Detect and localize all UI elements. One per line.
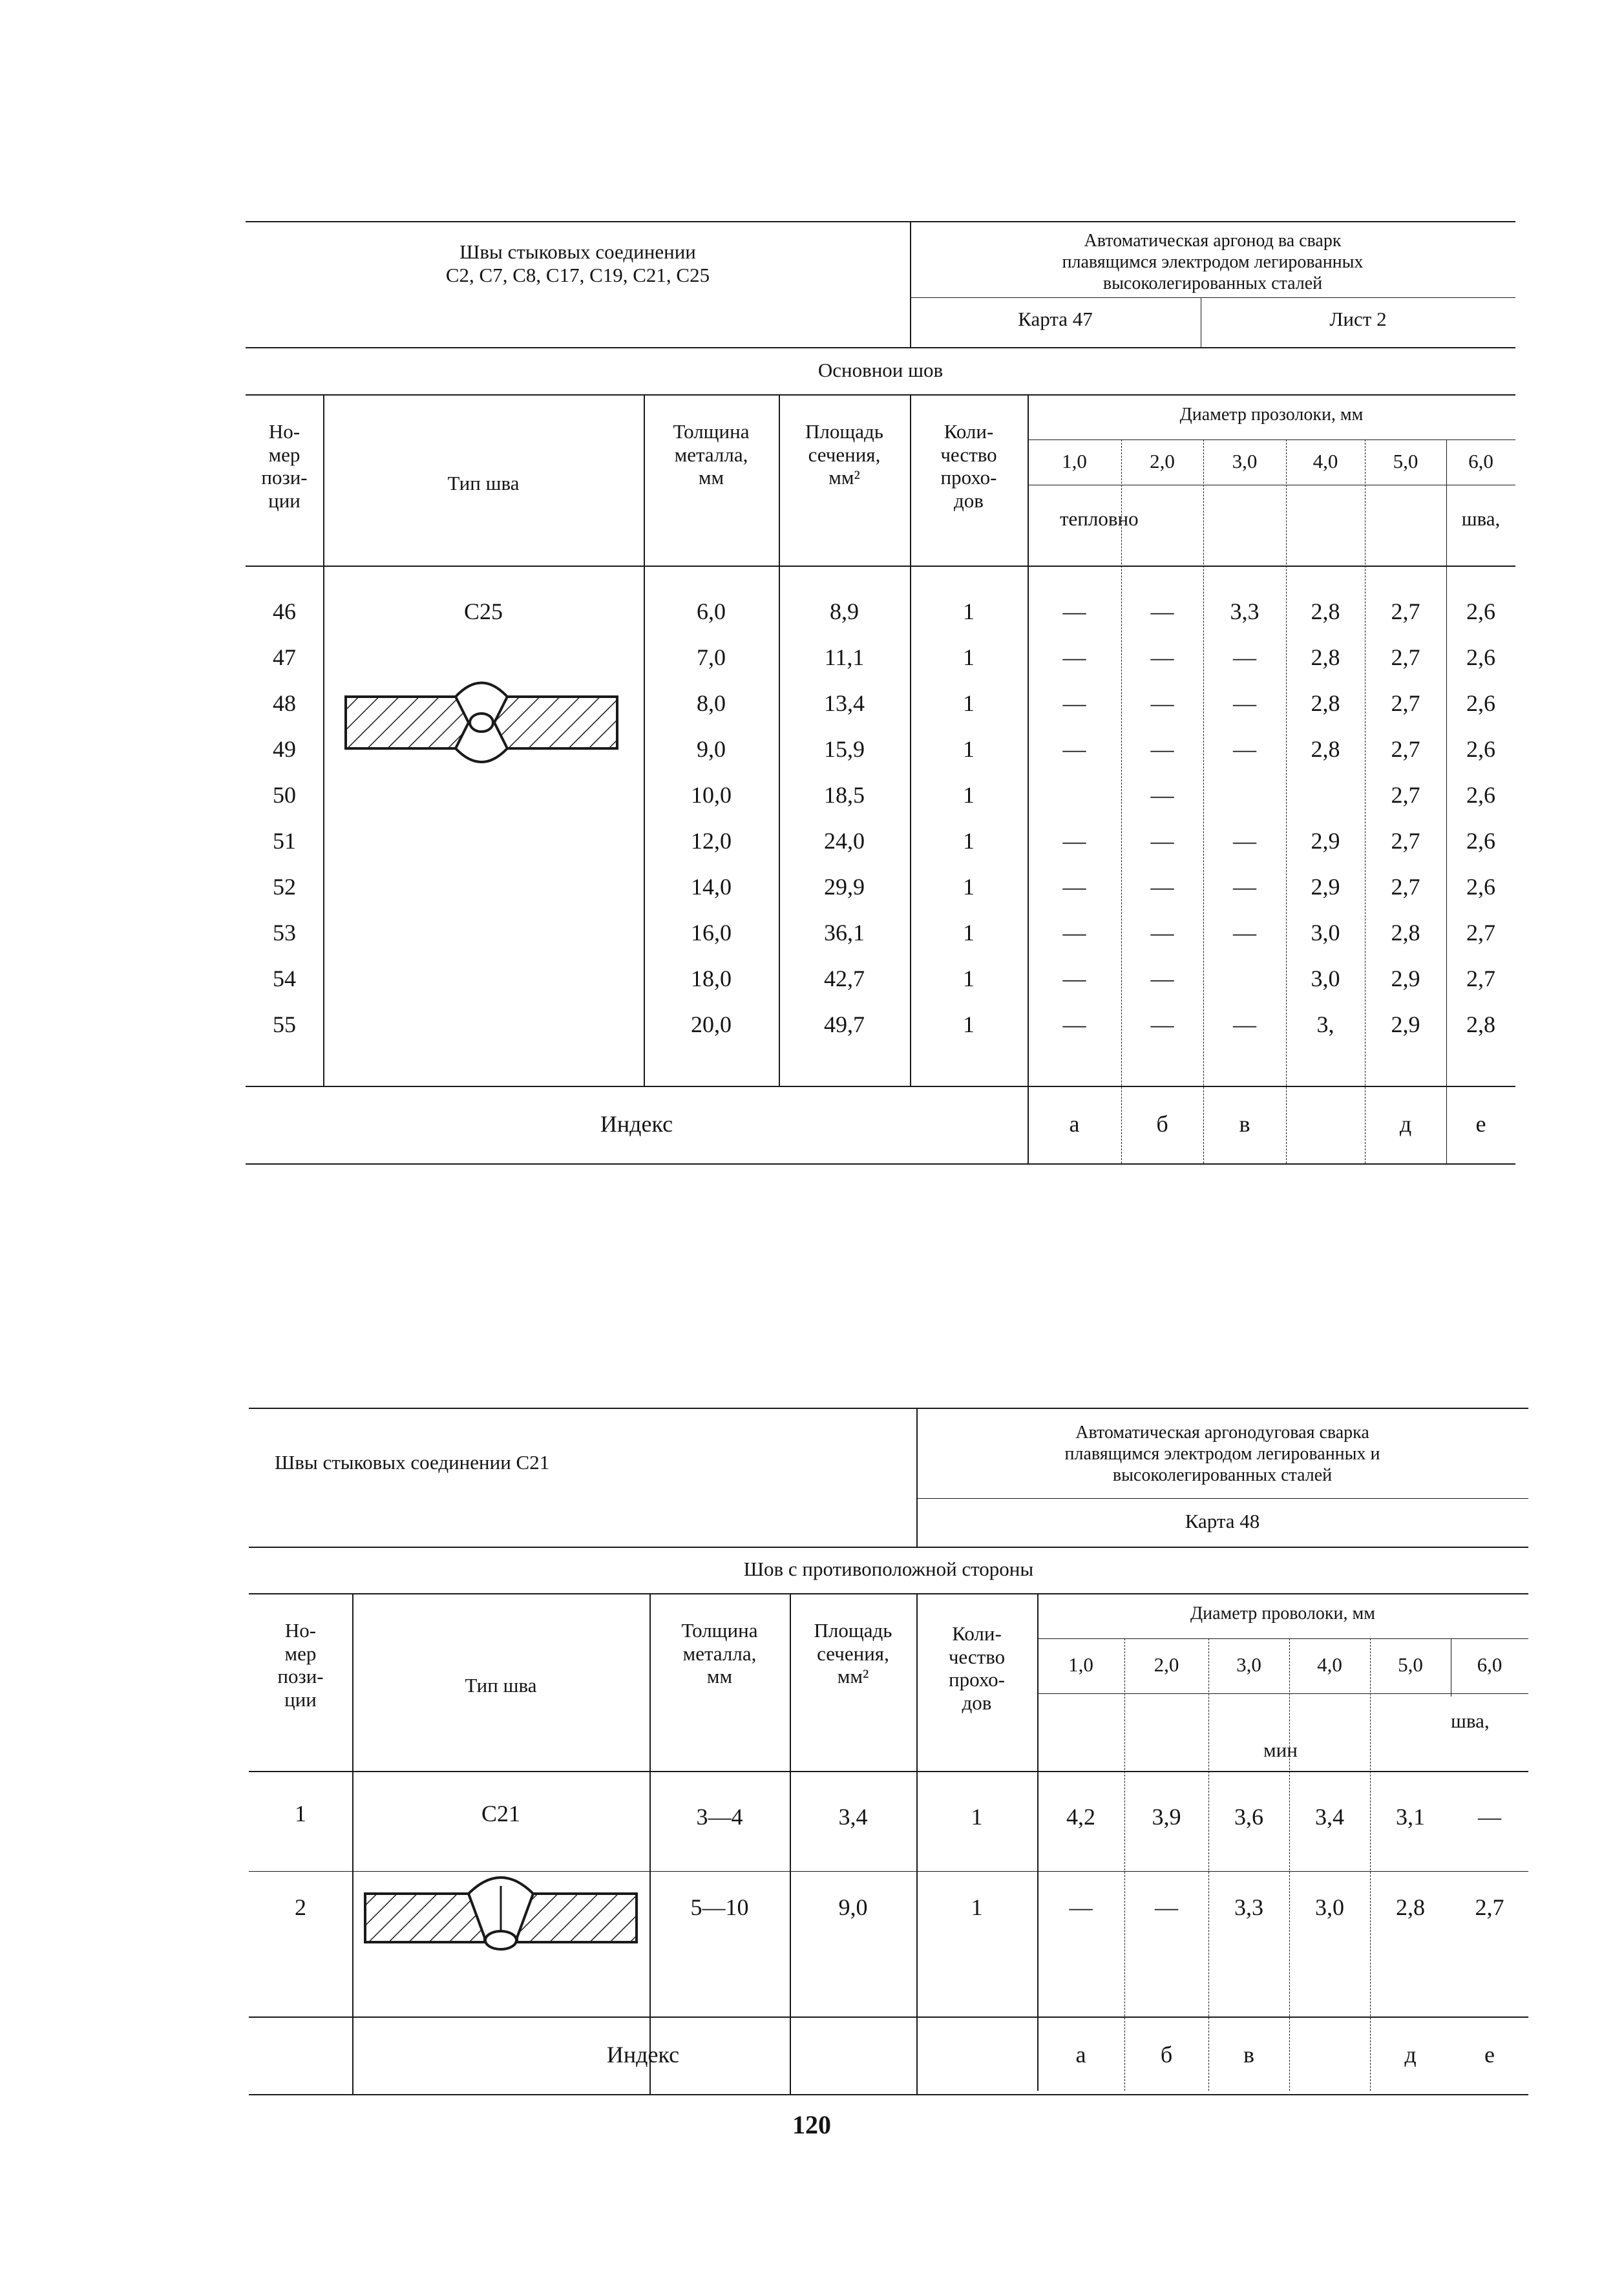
card47-index-label: Индекс [600, 1111, 673, 1137]
card47-header-area [779, 420, 910, 489]
index-letter: а [1075, 2042, 1086, 2068]
card47-process-line1: Автоматическая аргонод ва сварк [1084, 231, 1342, 251]
dia-value: 3,0 [1232, 450, 1258, 472]
dia-value: 2,0 [1154, 1653, 1179, 1676]
dia-value: 1,0 [1068, 1653, 1093, 1676]
card48-header-area [790, 1619, 916, 1688]
card48-bottom-rule [249, 2094, 1528, 2095]
row-dia: 2,6 [1466, 644, 1495, 670]
row-dia: 2,8 [1391, 920, 1420, 946]
row-passes: 1 [963, 966, 975, 991]
row-area: 29,9 [824, 874, 865, 900]
card48-seam-sketch [362, 1868, 640, 1962]
row-dia: 2,7 [1391, 644, 1420, 670]
row-dia: 2,8 [1311, 690, 1340, 716]
row-dia: — [1150, 828, 1174, 854]
card47-body-bottom-rule [246, 1086, 1515, 1087]
row-area: 11,1 [824, 644, 865, 670]
card48-process-line2: плавящимся электродом легированных и [1064, 1444, 1380, 1465]
row-dia: 2,6 [1466, 874, 1495, 900]
row-dia: 2,7 [1391, 736, 1420, 762]
row-dia: 2,8 [1466, 1011, 1495, 1037]
row-thickness: 9,0 [697, 736, 726, 762]
card47-header-passes [910, 420, 1028, 513]
card47-top-rule [246, 221, 1515, 222]
row-thickness: 12,0 [691, 828, 732, 854]
row-dia: — [1062, 644, 1086, 670]
card47-seam-type: С25 [463, 598, 503, 624]
card47-title [246, 240, 910, 286]
card48-process [916, 1422, 1528, 1486]
dia-value: 6,0 [1468, 450, 1493, 472]
card48-header-num [249, 1619, 352, 1711]
row-dia: — [1150, 598, 1174, 624]
row-dia: 2,7 [1391, 782, 1420, 808]
weld-root [485, 1931, 516, 1949]
header-text: мм² [828, 466, 860, 489]
card48-diameter-values-rule [1037, 1693, 1528, 1694]
header-text: Коли- [952, 1622, 1002, 1645]
row-dia: 2,8 [1311, 736, 1340, 762]
card48-header-bottom-rule [249, 1771, 1528, 1772]
card47-col-rule [1028, 394, 1029, 1163]
card47-header-thickness [644, 420, 779, 489]
header-text: металла, [674, 443, 748, 466]
row-passes: 1 [963, 736, 975, 762]
row-passes: 1 [963, 598, 975, 624]
header-text: прохо- [949, 1668, 1005, 1691]
row-dia: — [1062, 1011, 1086, 1037]
row-dia: — [1150, 644, 1174, 670]
row-dia: 2,7 [1466, 966, 1495, 991]
dia-value: 6,0 [1477, 1653, 1503, 1676]
card47-header-type: Тип шва [447, 472, 520, 494]
card47-process-line3: высоколегированных сталей [1102, 273, 1323, 294]
index-letter: е [1484, 2042, 1495, 2068]
card48-title: Швы стыковых соединении С21 [275, 1451, 550, 1474]
row-dia: 3,4 [1315, 1804, 1344, 1830]
row-area: 13,4 [824, 690, 865, 716]
card47-header-diameter: Диаметр прозолоки, мм [1179, 405, 1364, 425]
row-dia: 2,6 [1466, 736, 1495, 762]
row-pos: 54 [273, 966, 296, 991]
header-text: дов [962, 1691, 992, 1714]
card47-title-line1: Швы стыковых соединении [459, 240, 696, 263]
row-pos: 2 [295, 1894, 306, 1920]
row-area: 42,7 [824, 966, 865, 991]
row-area: 8,9 [830, 598, 859, 624]
row-dia: — [1069, 1894, 1093, 1920]
header-text: мм [706, 1665, 733, 1688]
weld-root [470, 714, 493, 732]
dia-value: 2,0 [1150, 450, 1175, 472]
row-dia: 3,9 [1152, 1804, 1181, 1830]
header-text: сечения, [808, 443, 881, 466]
row-dia: — [1062, 598, 1086, 624]
card47-list: Лист 2 [1329, 308, 1387, 330]
row-pos: 50 [273, 782, 296, 808]
header-text: Толщина [673, 420, 750, 443]
dia-value: 5,0 [1398, 1653, 1423, 1676]
plate-left [365, 1894, 485, 1942]
row-thickness: 10,0 [691, 782, 732, 808]
row-area: 15,9 [824, 736, 865, 762]
row-dia: 2,8 [1396, 1894, 1425, 1920]
row-area: 36,1 [824, 920, 865, 946]
card48-sub-right: шва, [1451, 1709, 1490, 1732]
card47-process-line2: плавящимся электродом легированных [1062, 252, 1364, 273]
index-letter: е [1475, 1111, 1486, 1137]
header-text: Площадь [805, 420, 883, 443]
row-passes: 1 [963, 874, 975, 900]
row-dia: — [1062, 966, 1086, 991]
card48-col-rule [1370, 1638, 1371, 2091]
row-dia: — [1062, 874, 1086, 900]
card48-header-type: Тип шва [465, 1674, 537, 1697]
row-dia: 2,9 [1311, 874, 1340, 900]
row-passes: 1 [963, 782, 975, 808]
header-text: Но- [268, 420, 301, 443]
row-dia: 3,6 [1234, 1804, 1263, 1830]
card47-karta-rule [910, 297, 1515, 298]
card47-sub-right: шва, [1461, 507, 1501, 530]
row-dia: — [1062, 690, 1086, 716]
card48-col-rule [352, 1593, 353, 2094]
dia-value: 1,0 [1062, 450, 1087, 472]
card48-section-title: Шов с противоположной стороны [743, 1558, 1034, 1580]
row-area: 9,0 [838, 1894, 868, 1920]
dia-value: 3,0 [1236, 1653, 1261, 1676]
header-text: дов [954, 489, 984, 512]
card48-top-rule [249, 1408, 1528, 1409]
dia-value: 4,0 [1317, 1653, 1342, 1676]
dia-value: 5,0 [1393, 450, 1418, 472]
header-text: пози- [261, 466, 308, 489]
header-text: Но- [284, 1619, 317, 1642]
row-dia: — [1155, 1894, 1178, 1920]
row-dia: — [1233, 920, 1256, 946]
row-dia: — [1233, 828, 1256, 854]
card48-index-label: Индекс [606, 2042, 680, 2068]
card48-col-rule [1124, 1638, 1125, 2091]
row-passes: 1 [963, 1011, 975, 1037]
card47-col-rule [323, 394, 324, 1086]
row-pos: 53 [273, 920, 296, 946]
row-dia: 2,9 [1391, 966, 1420, 991]
row-passes: 1 [963, 828, 975, 854]
plate-left [346, 697, 469, 748]
card47-sub-left: тепловно [1060, 507, 1139, 530]
row-passes: 1 [971, 1804, 983, 1830]
row-dia: 2,7 [1391, 874, 1420, 900]
card48-karta: Карта 48 [1185, 1510, 1260, 1532]
row-dia: — [1150, 874, 1174, 900]
row-dia: 2,7 [1391, 828, 1420, 854]
row-dia: 2,8 [1311, 598, 1340, 624]
row-pos: 46 [273, 598, 296, 624]
row-dia: — [1233, 644, 1256, 670]
index-letter: д [1399, 1111, 1412, 1137]
card47-bottom-rule [246, 1163, 1515, 1165]
row-dia: 3,3 [1234, 1894, 1263, 1920]
row-dia: 2,6 [1466, 782, 1495, 808]
index-letter: д [1404, 2042, 1417, 2068]
row-dia: 2,6 [1466, 690, 1495, 716]
header-text: прохо- [940, 466, 997, 489]
card48-seam-type: С21 [481, 1801, 520, 1826]
row-dia: 3,3 [1230, 598, 1260, 624]
header-text: Коли- [944, 420, 994, 443]
row-dia: — [1233, 874, 1256, 900]
header-text: мер [284, 1642, 317, 1665]
card48-header-thickness [649, 1619, 790, 1688]
row-dia: 4,2 [1066, 1804, 1095, 1830]
row-dia: — [1150, 920, 1174, 946]
row-dia: — [1150, 966, 1174, 991]
header-text: чество [948, 1645, 1006, 1668]
dia-value: 4,0 [1313, 450, 1338, 472]
row-pos: 49 [273, 736, 296, 762]
row-dia: — [1478, 1804, 1501, 1830]
card47-process [910, 230, 1515, 294]
card47-title-line2: С2, С7, С8, С17, С19, С21, С25 [445, 263, 710, 286]
row-dia: — [1150, 1011, 1174, 1037]
index-letter: в [1243, 2042, 1254, 2068]
row-pos: 52 [273, 874, 296, 900]
index-letter: б [1160, 2042, 1173, 2068]
row-dia: 2,7 [1475, 1894, 1504, 1920]
card48-body-bottom-rule [249, 2016, 1528, 2018]
row-dia: 2,8 [1311, 644, 1340, 670]
row-dia: 3,0 [1315, 1894, 1344, 1920]
row-thickness: 7,0 [697, 644, 726, 670]
row-dia: 2,9 [1391, 1011, 1420, 1037]
card47-col-rule [1286, 439, 1287, 1163]
card47-diameter-rule [1028, 439, 1515, 440]
row-dia: — [1062, 828, 1086, 854]
row-area: 18,5 [824, 782, 865, 808]
card48-diameter-rule [1037, 1638, 1528, 1639]
row-dia: 3,0 [1311, 966, 1340, 991]
card48-karta-rule [916, 1498, 1528, 1499]
header-text: чество [940, 443, 997, 466]
card48-col-rule [1289, 1638, 1290, 2091]
index-letter: б [1156, 1111, 1168, 1137]
index-letter: а [1069, 1111, 1080, 1137]
row-dia: 3,0 [1311, 920, 1340, 946]
row-thickness: 14,0 [691, 874, 732, 900]
row-dia: — [1233, 690, 1256, 716]
row-area: 24,0 [824, 828, 865, 854]
row-thickness: 5—10 [690, 1894, 749, 1920]
header-text: мер [268, 443, 301, 466]
page-number: 120 [792, 2110, 831, 2139]
row-dia: 2,6 [1466, 828, 1495, 854]
row-thickness: 6,0 [697, 598, 726, 624]
card47-seam-sketch [343, 672, 620, 769]
row-dia: — [1233, 736, 1256, 762]
row-area: 49,7 [824, 1011, 865, 1037]
card48-section-bottom-rule [249, 1593, 1528, 1594]
row-pos: 51 [273, 828, 296, 854]
card47-section-top-rule [246, 347, 1515, 348]
row-dia: 2,9 [1311, 828, 1340, 854]
row-thickness: 8,0 [697, 690, 726, 716]
card48-sub-unit: мин [1263, 1739, 1298, 1761]
card47-header-bottom-rule [246, 566, 1515, 567]
card48-header-diameter: Диаметр проволоки, мм [1190, 1603, 1375, 1624]
row-thickness: 3—4 [696, 1804, 743, 1830]
row-passes: 1 [963, 920, 975, 946]
row-thickness: 18,0 [691, 966, 732, 991]
row-pos: 1 [295, 1801, 306, 1826]
card47-section-bottom-rule [246, 394, 1515, 396]
header-text: Площадь [814, 1619, 892, 1642]
plate-right [494, 697, 617, 748]
card48-process-line1: Автоматическая аргонодуговая сварка [1075, 1423, 1369, 1443]
card47-section-title: Основнои шов [817, 359, 944, 381]
card47-col-rule [1203, 439, 1204, 1163]
row-dia: 2,7 [1391, 598, 1420, 624]
row-passes: 1 [971, 1894, 983, 1920]
row-passes: 1 [963, 690, 975, 716]
row-dia: 3,1 [1396, 1804, 1425, 1830]
row-dia: — [1233, 1011, 1256, 1037]
header-text: мм² [837, 1665, 869, 1688]
row-area: 3,4 [838, 1804, 868, 1830]
header-text: мм [698, 466, 724, 489]
card48-section-top-rule [249, 1547, 1528, 1548]
row-dia: — [1150, 736, 1174, 762]
card48-header-passes [916, 1622, 1037, 1715]
row-dia: 2,6 [1466, 598, 1495, 624]
card48-col-rule [1208, 1638, 1209, 2091]
row-thickness: 20,0 [691, 1011, 732, 1037]
index-letter: в [1239, 1111, 1250, 1137]
row-thickness: 16,0 [691, 920, 732, 946]
card47-karta: Карта 47 [1018, 308, 1093, 330]
row-dia: — [1062, 736, 1086, 762]
header-text: сечения, [817, 1642, 889, 1665]
row-dia: — [1062, 920, 1086, 946]
row-dia: 3, [1316, 1011, 1334, 1037]
header-text: ции [268, 489, 301, 512]
row-dia: 2,7 [1391, 690, 1420, 716]
row-pos: 48 [273, 690, 296, 716]
header-text: металла, [682, 1642, 757, 1665]
row-passes: 1 [963, 644, 975, 670]
header-text: ции [284, 1688, 317, 1711]
row-dia: — [1150, 690, 1174, 716]
plate-right [517, 1894, 637, 1942]
card47-header-num [246, 420, 323, 513]
row-dia: — [1150, 782, 1174, 808]
row-dia: 2,7 [1466, 920, 1495, 946]
header-text: Толщина [681, 1619, 758, 1642]
header-text: пози- [277, 1665, 324, 1688]
card48-process-line3: высоколегированных сталей [1112, 1465, 1333, 1486]
row-pos: 47 [273, 644, 296, 670]
row-pos: 55 [273, 1011, 296, 1037]
